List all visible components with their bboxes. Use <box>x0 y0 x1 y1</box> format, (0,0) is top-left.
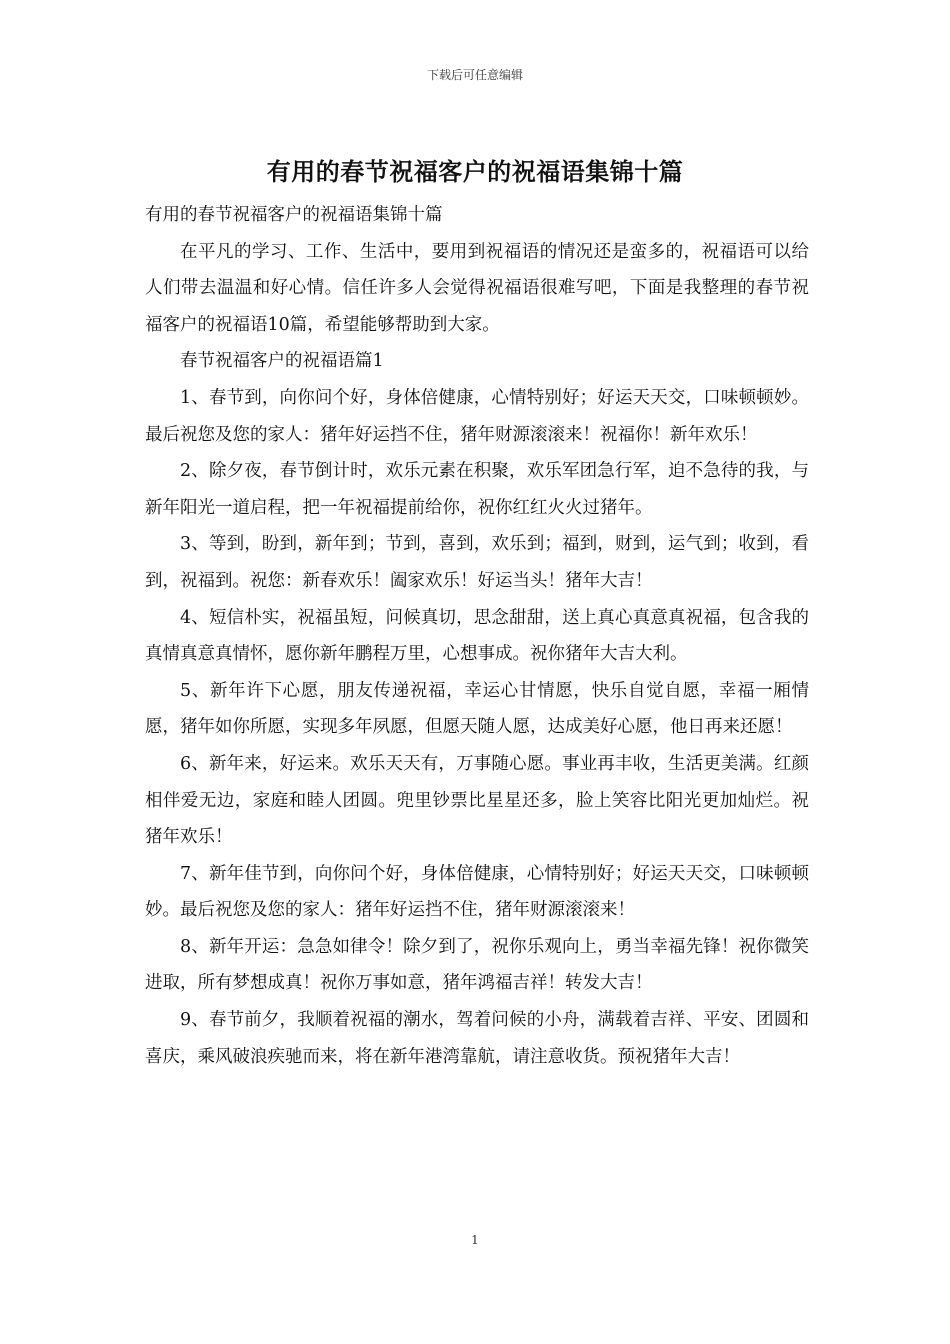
document-subtitle: 有用的春节祝福客户的祝福语集锦十篇 <box>145 205 443 225</box>
blessing-item-5: 5、新年许下心愿，朋友传递祝福，幸运心甘情愿，快乐自觉自愿，幸福一厢情愿，猪年如你所愿，实现多年夙愿，但愿天随人愿，达成美好心愿，他日再来还愿！ <box>145 680 809 738</box>
page-number: 1 <box>471 1233 479 1247</box>
page-header: 下载后可任意编辑 <box>426 68 523 82</box>
intro-paragraph: 在平凡的学习、工作、生活中，要用到祝福语的情况还是蛮多的，祝福语可以给人们带去温温和好心情。信任许多人会觉得祝福语很难写吧，下面是我整理的春节祝福客户的祝福语10篇，希望能够帮助到大家。 <box>145 241 809 335</box>
document-body <box>145 197 809 1075</box>
blessing-item-1: 1、春节到，向你问个好，身体倍健康，心情特别好；好运天天交，口味顿顿妙。最后祝您及您的家人：猪年好运挡不住，猪年财源滚滚来！祝福你！新年欢乐！ <box>145 387 809 445</box>
blessing-item-6: 6、新年来，好运来。欢乐天天有，万事随心愿。事业再丰收，生活更美满。红颜相伴爱无边，家庭和睦人团圆。兜里钞票比星星还多，脸上笑容比阳光更加灿烂。祝猪年欢乐！ <box>145 753 809 848</box>
blessing-item-2: 2、除夕夜，春节倒计时，欢乐元素在积聚，欢乐军团急行军，迫不急待的我，与新年阳光一道启程，把一年祝福提前给你，祝你红红火火过猪年。 <box>145 461 809 518</box>
blessing-item-8: 8、新年开运：急急如律令！除夕到了，祝你乐观向上，勇当幸福先锋！祝你微笑进取，所有梦想成真！祝你万事如意，猪年鸿福吉祥！转发大吉！ <box>145 936 809 994</box>
document-title: 有用的春节祝福客户的祝福语集锦十篇 <box>266 157 684 186</box>
blessing-item-4: 4、短信朴实，祝福虽短，问候真切，思念甜甜，送上真心真意真祝福，包含我的真情真意真情怀，愿你新年鹏程万里，心想事成。祝你猪年大吉大利。 <box>145 607 809 665</box>
blessing-item-7: 7、新年佳节到，向你问个好，身体倍健康，心情特别好；好运天天交，口味顿顿妙。最后祝您及您的家人：猪年好运挡不住，猪年财源滚滚来！ <box>145 863 809 921</box>
blessing-item-9: 9、春节前夕，我顺着祝福的潮水，驾着问候的小舟，满载着吉祥、平安、团圆和喜庆，乘风破浪疾驰而来，将在新年港湾靠航，请注意收货。预祝猪年大吉！ <box>145 1010 809 1067</box>
section-heading: 春节祝福客户的祝福语篇1 <box>180 351 384 372</box>
blessing-item-3: 3、等到，盼到，新年到；节到，喜到，欢乐到；福到，财到，运气到；收到，看到，祝福到。祝您：新春欢乐！阖家欢乐！好运当头！猪年大吉！ <box>145 534 809 591</box>
